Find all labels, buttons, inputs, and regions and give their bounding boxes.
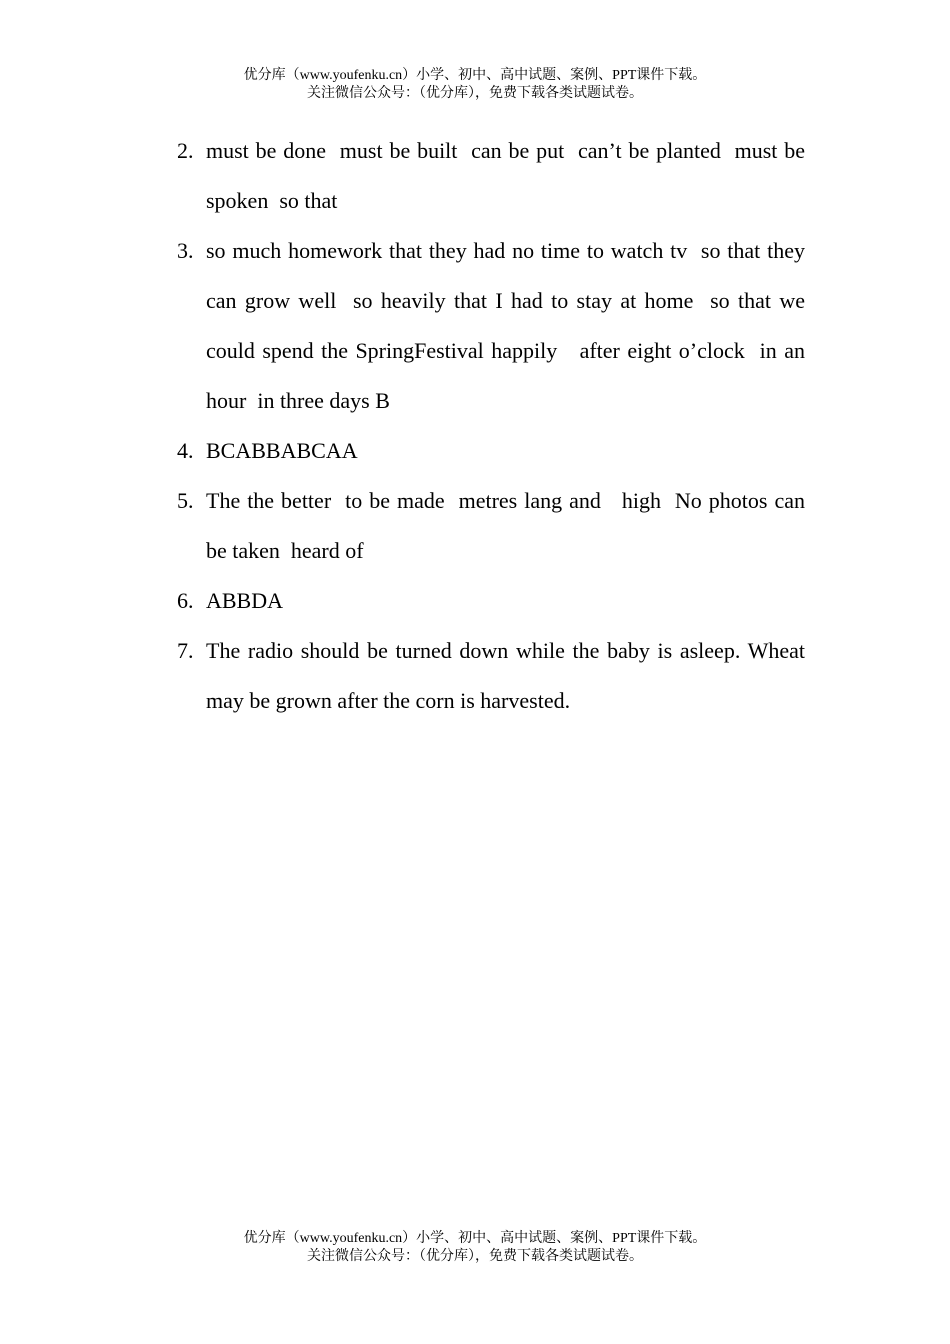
header-line-1: 优分库（www.youfenku.cn）小学、初中、高中试题、案例、PPT课件下载。 <box>243 68 707 83</box>
answer-text: ABBDA <box>206 588 284 613</box>
answer-text: must be done must be built can be put can’t be planted must be spoken so that <box>206 138 811 213</box>
answer-item-5 <box>0 476 950 576</box>
footer-line-1: 优分库（www.youfenku.cn）小学、初中、高中试题、案例、PPT课件下载。 <box>243 1231 707 1246</box>
answer-number: 5. <box>177 488 194 513</box>
answer-text: so much homework that they had no time to watch tv so that they can grow well so heavily that I had to stay at home so that we could spend the SpringFestival happily after eight o’clock in an hour in three days B <box>206 238 811 413</box>
answer-text: BCABBABCAA <box>206 438 358 463</box>
answer-number: 4. <box>177 438 194 463</box>
page-header <box>0 67 950 103</box>
answer-number: 6. <box>177 588 194 613</box>
answer-list <box>0 126 950 726</box>
answer-number: 3. <box>177 238 194 263</box>
answer-number: 7. <box>177 638 194 663</box>
page-footer <box>0 1230 950 1266</box>
footer-line-2: 关注微信公众号：（优分库），免费下载各类试题试卷。 <box>307 1249 643 1264</box>
header-line-2: 关注微信公众号：（优分库），免费下载各类试题试卷。 <box>307 86 643 101</box>
answer-text: The radio should be turned down while the baby is asleep. Wheat may be grown after the corn is harvested. <box>206 638 811 713</box>
answer-item-2 <box>0 126 950 226</box>
answer-item-6 <box>0 576 950 626</box>
answer-item-4 <box>0 426 950 476</box>
answer-item-7 <box>0 626 950 726</box>
answer-item-3 <box>0 226 950 426</box>
answer-text: The the better to be made metres lang and high No photos can be taken heard of <box>206 488 811 563</box>
answer-number: 2. <box>177 138 194 163</box>
